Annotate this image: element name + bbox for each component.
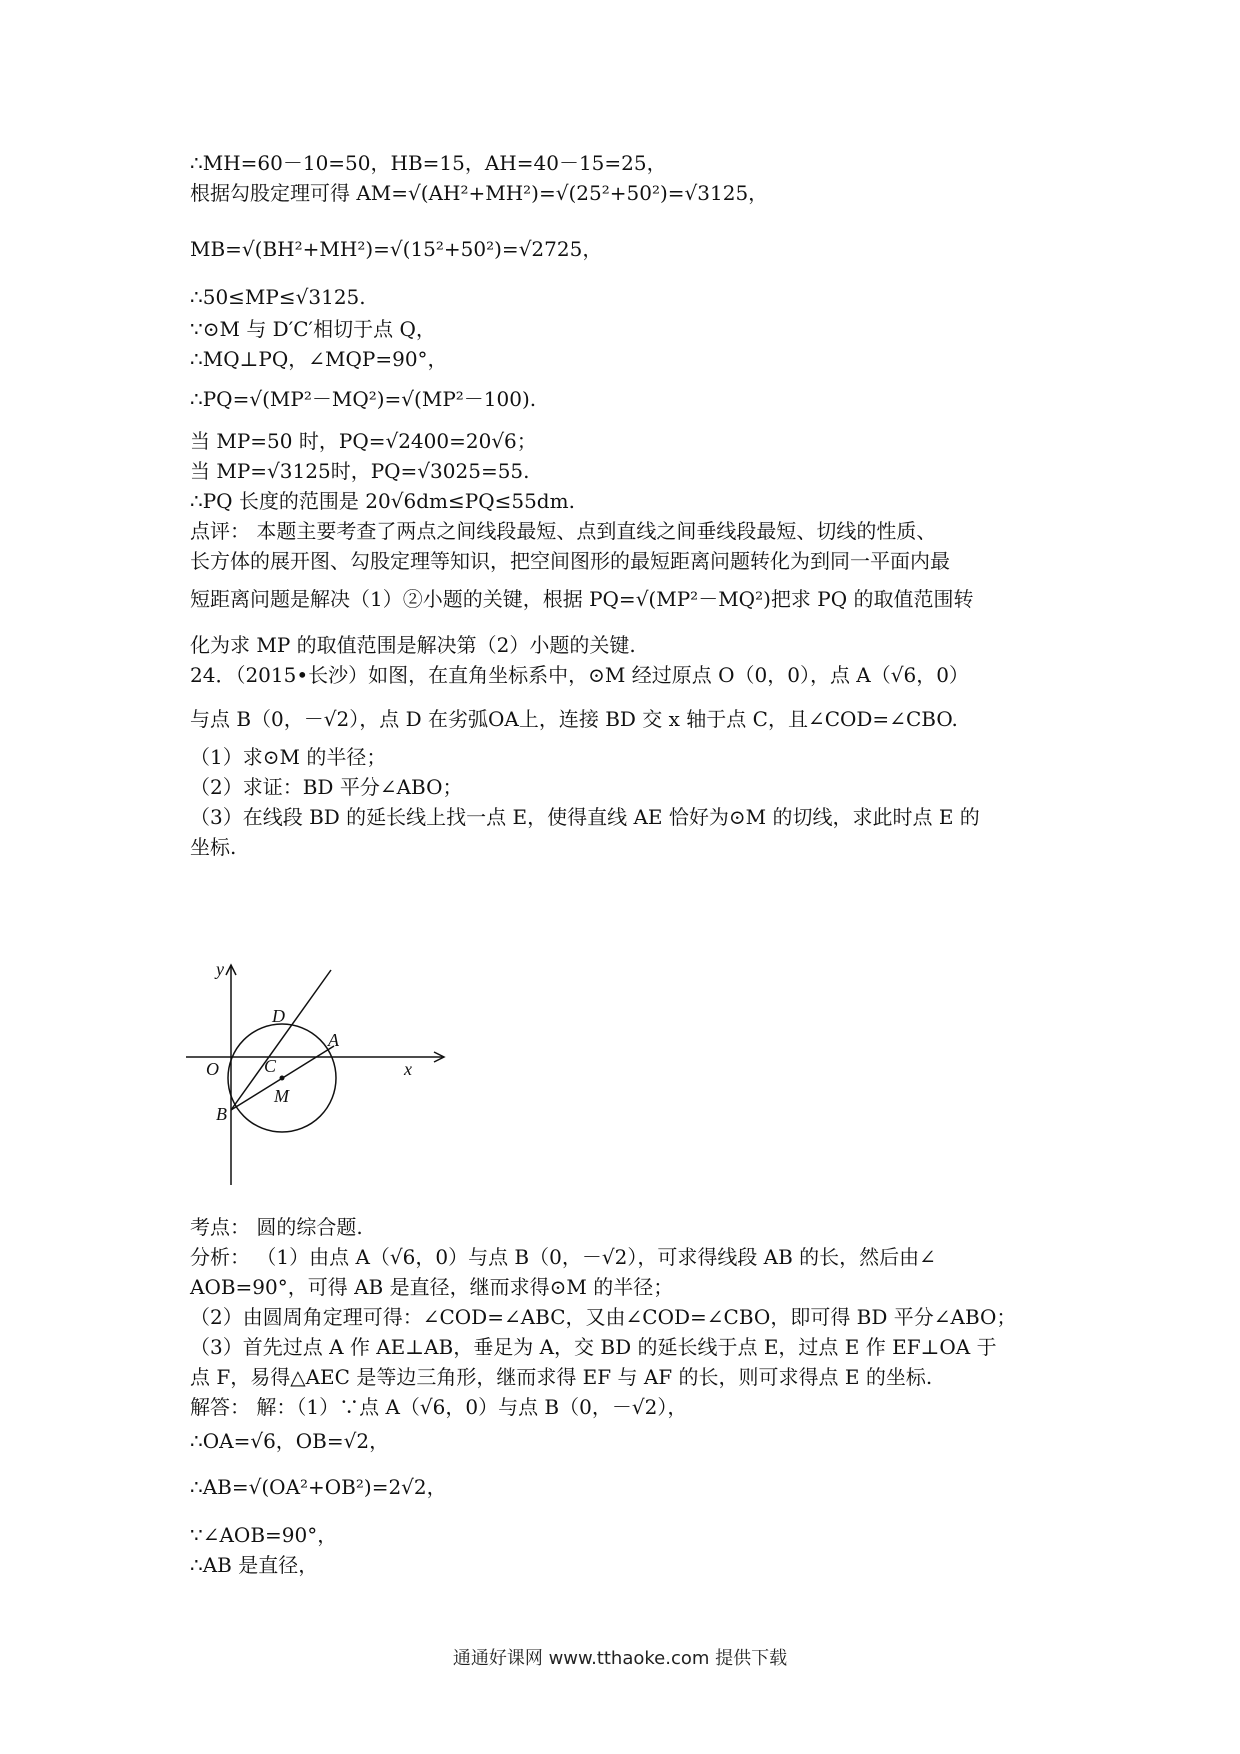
label-x: x — [404, 1059, 412, 1079]
text-line: 短距离问题是解决（1）②小题的关键，根据 PQ=√(MP²－MQ²)把求 PQ 的取值范围转 — [190, 587, 974, 611]
text-line: 点 F，易得△AEC 是等边三角形，继而求得 EF 与 AF 的长，则可求得点 E 的坐标. — [190, 1365, 933, 1389]
label-d: D — [272, 1006, 285, 1026]
text-line: ∴OA=√6，OB=√2， — [190, 1429, 390, 1453]
label-m: M — [274, 1086, 289, 1106]
text-line: 解答： 解：（1）∵点 A（√6，0）与点 B（0，－√2）， — [190, 1395, 688, 1419]
text-line: ∵⊙M 与 D′C′相切于点 Q， — [190, 317, 436, 341]
text-line: （2）由圆周角定理可得：∠COD=∠ABC，又由∠COD=∠CBO，即可得 BD 平分∠ABO； — [190, 1305, 1017, 1329]
text-line: ∴AB 是直径， — [190, 1553, 319, 1577]
label-y: y — [216, 960, 224, 979]
text-line: ∴50≤MP≤√3125. — [190, 285, 366, 309]
text-line: MB=√(BH²+MH²)=√(15²+50²)=√2725， — [190, 237, 603, 261]
geometry-figure — [186, 960, 466, 1190]
text-line: 分析： （1）由点 A（√6，0）与点 B（0，－√2），可求得线段 AB 的长，然后由∠ — [190, 1245, 936, 1269]
label-b: B — [216, 1104, 227, 1124]
text-line: ∴MH=60－10=50，HB=15，AH=40－15=25， — [190, 151, 667, 175]
text-line: 根据勾股定理可得 AM=√(AH²+MH²)=√(25²+50²)=√3125， — [190, 181, 769, 205]
text-line: ∴PQ 长度的范围是 20√6dm≤PQ≤55dm. — [190, 489, 575, 513]
footer-credit: 通通好课网 www.tthaoke.com 提供下载 — [452, 1648, 788, 1669]
circle-diagram — [186, 960, 466, 1190]
text-line: （3）在线段 BD 的延长线上找一点 E，使得直线 AE 恰好为⊙M 的切线，求此时点 E 的 — [190, 805, 980, 829]
text-line: （3）首先过点 A 作 AE⊥AB，垂足为 A，交 BD 的延长线于点 E，过点 E 作 EF⊥OA 于 — [190, 1335, 997, 1359]
text-line: ∵∠AOB=90°， — [190, 1523, 338, 1547]
label-c: C — [264, 1056, 277, 1076]
text-line: 24．（2015•长沙）如图，在直角坐标系中，⊙M 经过原点 O（0，0），点 A（√6，0） — [190, 663, 969, 687]
text-line: 点评： 本题主要考查了两点之间线段最短、点到直线之间垂线段最短、切线的性质、 — [190, 519, 937, 543]
text-line: （2）求证：BD 平分∠ABO； — [190, 775, 463, 799]
text-line: （1）求⊙M 的半径； — [190, 745, 387, 769]
text-line: 当 MP=√3125时，PQ=√3025=55. — [190, 459, 530, 483]
text-line: 考点： 圆的综合题. — [190, 1215, 363, 1239]
text-line: 坐标. — [190, 835, 237, 859]
text-line: 当 MP=50 时，PQ=√2400=20√6； — [190, 429, 537, 453]
text-line: 长方体的展开图、勾股定理等知识，把空间图形的最短距离问题转化为到同一平面内最 — [190, 549, 950, 573]
label-o: O — [206, 1059, 219, 1079]
text-line: AOB=90°，可得 AB 是直径，继而求得⊙M 的半径； — [190, 1275, 674, 1299]
text-line: ∴AB=√(OA²+OB²)=2√2， — [190, 1475, 447, 1499]
text-line: 化为求 MP 的取值范围是解决第（2）小题的关键. — [190, 633, 636, 657]
label-a: A — [328, 1030, 339, 1050]
center-point — [280, 1076, 285, 1081]
text-line: ∴MQ⊥PQ，∠MQP=90°， — [190, 347, 448, 371]
text-line: ∴PQ=√(MP²－MQ²)=√(MP²－100). — [190, 387, 537, 411]
text-line: 与点 B（0，－√2），点 D 在劣弧OA上，连接 BD 交 x 轴于点 C，且∠COD=∠CBO. — [190, 707, 958, 731]
